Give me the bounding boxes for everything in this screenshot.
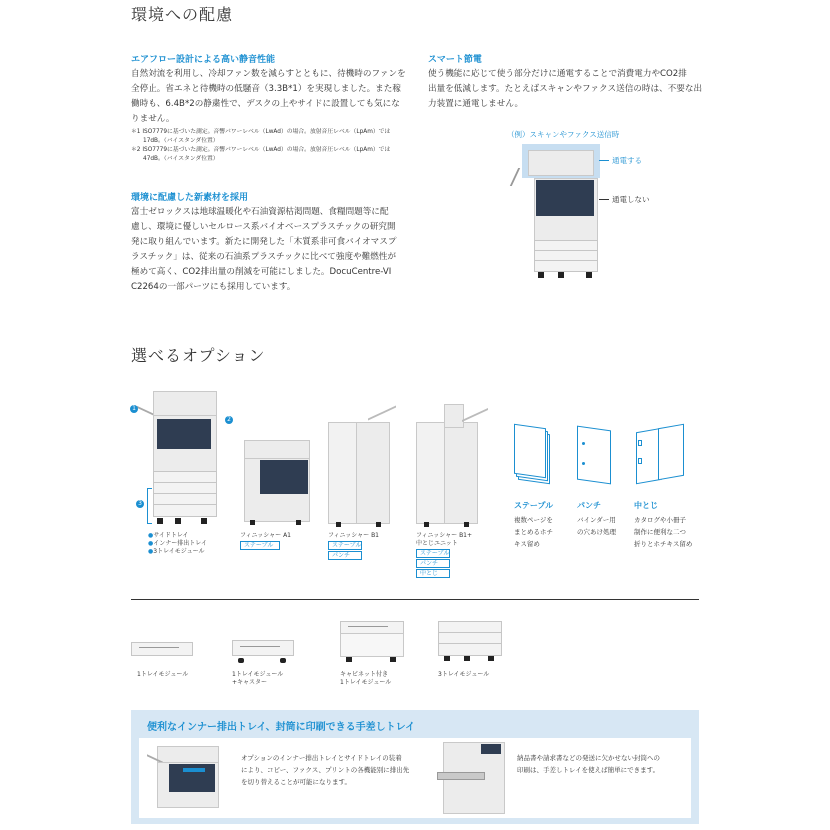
tray-1-illustration	[131, 642, 193, 656]
material-heading: 環境に配慮した新素材を採用	[131, 193, 249, 203]
note-line: 17dB。（バイスタンダ位置）	[143, 138, 219, 144]
finisher-b1plus-illustration	[416, 400, 492, 528]
tray-4-illustration	[438, 621, 502, 663]
tray-caption: 3トレイモジュール	[438, 671, 490, 678]
finisher-a1-illustration	[240, 436, 316, 528]
note-line: ＊1 ISO7779に基づいた測定。音響パワーレベル（LwAd）の場合。放射音圧レベル（LpAm）では	[131, 129, 391, 135]
tag-staple: ステープル	[240, 541, 280, 550]
feature-banner	[131, 710, 699, 824]
note-line: ＊2 ISO7779に基づいた測定。音響パワーレベル（LwAd）の場合。放射音圧レベル（LpAm）では	[131, 147, 391, 153]
feature-title: ステープル	[514, 501, 554, 510]
tray-2-illustration	[232, 640, 294, 666]
main-caption: ●インナー排出トレイ	[148, 540, 207, 547]
smart-heading: スマート節電	[428, 55, 482, 65]
material-text	[131, 205, 416, 295]
finisher-b1-caption	[328, 532, 379, 560]
smart-machine-illustration	[514, 142, 604, 284]
silent-line: 自然対流を利用し、冷却ファン数を減らすとともに、待機時のファンを	[131, 69, 406, 79]
smart-line: 使う機能に応じて使う部分だけに通電することで消費電力やCO2排	[428, 69, 687, 79]
saddle-icon	[636, 426, 686, 486]
section-divider	[131, 599, 699, 600]
tag-staple: ステープル	[416, 549, 450, 558]
feature-desc: 複数ページを まとめるホチ キス留め	[514, 516, 553, 548]
tag-punch: パンチ	[328, 551, 362, 560]
silent-line: 働時も、6.4B*2の静粛性で、デスクの上やサイドに設置しても気にな	[131, 99, 400, 109]
smart-line: 出量を低減します。たとえばスキャンやファクス送信の時は、不要な出	[428, 84, 703, 94]
feature-desc: カタログや小冊子 制作に便利な二つ 折りとホチキス留め	[634, 516, 693, 548]
tag-saddle: 中とじ	[416, 569, 450, 578]
tag-staple: ステープル	[328, 541, 362, 550]
banner-title: 便利なインナー排出トレイ、封筒に印刷できる手差しトレイ	[147, 722, 416, 733]
silent-notes	[131, 128, 411, 164]
tray-caption: 1トレイモジュール +キャスター	[232, 671, 284, 686]
finisher-name: フィニッシャー B1+	[416, 532, 473, 539]
finisher-name-2: 中とじユニット	[416, 540, 458, 547]
marker-2: 2	[225, 416, 233, 424]
finisher-name: フィニッシャー A1	[240, 532, 291, 539]
punch-icon	[577, 428, 617, 488]
feature-staple	[514, 500, 574, 550]
main-caption: ●3トレイモジュール	[148, 548, 205, 555]
main-captions	[148, 532, 207, 556]
material-line: 極めて高く、CO2排出量の削減を可能にしました。DocuCentre-VI	[131, 267, 392, 277]
material-line: ラスチック」は、従来の石油系プラスチックに比べて強度や難燃性が	[131, 252, 397, 262]
material-line: 発に取り組んでいます。新たに開発した「木質系非可食バイオマスプ	[131, 237, 397, 247]
tray-caption: キャビネット付き 1トレイモジュール	[340, 671, 392, 686]
finisher-b1plus-caption	[416, 532, 472, 578]
smart-text	[428, 67, 703, 112]
material-line: 慮し、環境に優しいセルロース系バイオベースプラスチックの研究開	[131, 222, 396, 232]
feature-punch	[577, 500, 633, 538]
bypass-tray-illustration	[437, 742, 507, 814]
tag-punch: パンチ	[416, 559, 450, 568]
banner-panel	[139, 738, 691, 818]
main-caption: ●サイドトレイ	[148, 532, 189, 539]
finisher-a1-caption	[240, 532, 291, 550]
silent-heading: エアフロー設計による高い静音性能	[131, 55, 276, 65]
finisher-b1-illustration	[328, 406, 400, 528]
finisher-name: フィニッシャー B1	[328, 532, 380, 539]
banner-left-text: オプションのインナー排出トレイとサイドトレイの装着 により、コピー、ファクス、プリントの各機能別に排出先 を切り替えることが可能になります。	[241, 754, 410, 786]
material-line: C2264の一部パーツにも採用しています。	[131, 282, 296, 292]
inner-tray-illustration	[147, 744, 223, 810]
marker-3: 3	[136, 500, 144, 508]
feature-desc: バインダー用 の穴あけ処理	[577, 516, 616, 536]
feature-title: パンチ	[577, 501, 601, 510]
tray-caption: 1トレイモジュール	[137, 671, 189, 678]
smart-off-label: 通電しない	[612, 195, 650, 204]
smart-on-label: 通電する	[612, 156, 642, 165]
silent-text	[131, 67, 411, 127]
smart-line: 力装置に通電しません。	[428, 99, 524, 109]
silent-line: 全停止。省エネと待機時の低騒音（3.3B*1）を実現しました。また稼	[131, 84, 401, 94]
options-title: 選べるオプション	[131, 346, 266, 365]
silent-line: りません。	[131, 114, 175, 124]
feature-title: 中とじ	[634, 501, 658, 510]
material-line: 富士ゼロックスは地球温暖化や石油資源枯渇問題、食糧問題等に配	[131, 207, 389, 217]
feature-saddle	[634, 500, 704, 550]
marker-1: 1	[130, 405, 138, 413]
banner-right-text: 納品書や請求書などの発送に欠かせない封筒への 印刷は、手差しトレイを使えば簡単にできます。	[517, 754, 660, 774]
staple-icon	[514, 426, 554, 486]
smart-example-label: （例）スキャンやファクス送信時	[507, 130, 620, 139]
eco-title: 環境への配慮	[131, 5, 234, 24]
tray-3-illustration	[340, 621, 404, 663]
note-line: 47dB。（バイスタンダ位置）	[143, 156, 219, 162]
